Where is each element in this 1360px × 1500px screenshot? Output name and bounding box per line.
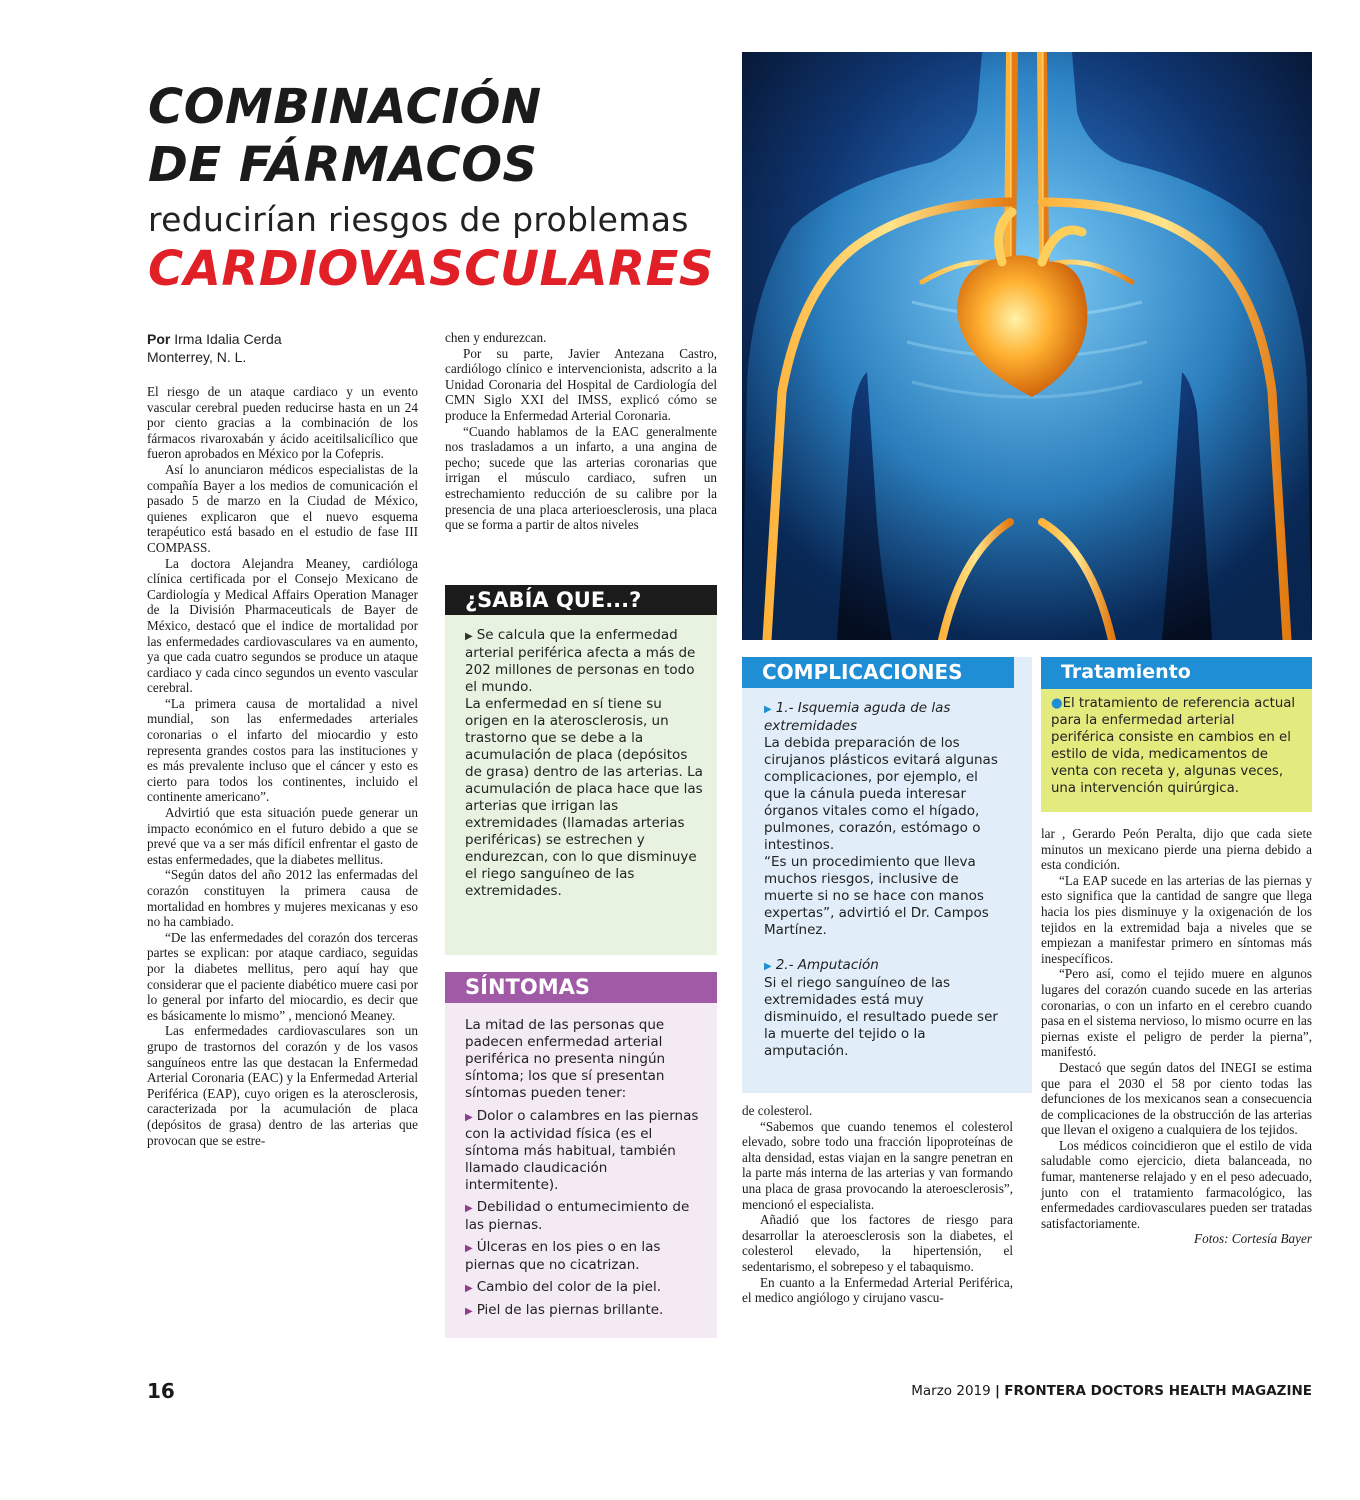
complicaciones-paragraph: “Es un procedimiento que lleva muchos riesgos, inclusive de muerte si no se hace con manos expertas”, advirtió el Dr. Campos Martínez. [764,854,989,938]
paragraph: Por su parte, Javier Antezana Castro, cardiólogo clínico e intervencionista, adscrito a la Unidad Coronaria del Hospital de Cardiología del CMN Siglo XXI del IMSS, explicó cómo se produce la Enfermedad Arterial Coronaria. [445,345,717,423]
paragraph: Las enfermedades cardiovasculares son un grupo de trastornos del corazón y de los vasos sanguíneos entre las que destacan la Enfermedad Arterial Coronaria (EAC) y la Enfermedad Arterial Periférica (EAP), cuyo origen es la aterosclerosis, caracterizada por la acumulación de placa (depósitos de grasa) dentro de las arterias que provocan que se estre- [147,1023,418,1148]
complicaciones-box [742,657,1032,1093]
paragraph: Así lo anunciaron médicos especialistas de la compañía Bayer a los medios de comunicación el pasado 5 de marzo en la Ciudad de México, quienes explicaron que el nuevo esquema terapéutico está basado en el estudio de fase III COMPASS. [147,461,418,555]
sintomas-box [445,972,717,1338]
paragraph: “Sabemos que cuando tenemos el colesterol elevado, sobre todo una fracción lipoproteínas de alta densidad, estas viajan en la sangre penetran en la parte más interna de las arterias y van formando una placa de grasa provocando la ateroesclerosis”, mencionó el especialista. [742,1118,1013,1212]
paragraph: La doctora Alejandra Meaney, cardióloga clínica certificada por el Consejo Mexicano de Cardiología y Medical Affairs Operation Manager de la División Pharmaceuticals de Bayer de México, destacó que el indice de mortalidad por las enfermedades cardiovasculares va en aumento, ya que cada cuatro segundos se produce un ataque cardiaco y cada cinco segundos un evento vascular cerebral. [147,555,418,696]
triangle-bullet-icon: ▶ [465,631,473,642]
sintomas-item: ▶ Debilidad o entumecimiento de las piernas. [465,1199,690,1233]
sabia-que-title: ¿SABÍA QUE...? [445,585,717,615]
complicaciones-title: COMPLICACIONES [742,657,1014,688]
complicaciones-paragraph: Si el riego sanguíneo de las extremidades está muy disminuido, el resultado puede ser la muerte del tejido o la amputación. [764,975,998,1059]
paragraph: Los médicos coincidieron que el estilo de vida saludable como ejercicio, dieta balanceada, no fumar, mantenerse relajado y en el peso adecuado, junto con el tratamiento farmacológico, las enfermedades cardiovasculares pueden ser tratadas satisfactoriamente. [1041,1137,1312,1231]
heart-anatomy-icon [742,52,1312,640]
byline-por: Por [147,331,171,347]
headline-line-4: CARDIOVASCULARES [148,241,714,297]
article-column-2 [445,330,717,533]
triangle-bullet-icon: ▶ [465,1243,473,1254]
headline-line-1: COMBINACIÓN [148,79,542,135]
sintomas-item: ▶ Dolor o calambres en las piernas con la actividad física (es el síntoma más habitual, también llamado claudicación intermitente). [465,1108,699,1193]
paragraph: lar , Gerardo Peón Peralta, dijo que cada siete minutos un mexicano pierde una pierna debido a esta condición. [1041,826,1312,873]
complicaciones-paragraph: La debida preparación de los cirujanos plásticos evitará algunas complicaciones, por ejemplo, el que la cánula pueda interesar órganos vitales como el hígado, pulmones, corazón, estómago o intestinos. [764,735,998,853]
paragraph: chen y endurezcan. [445,330,547,345]
triangle-bullet-icon: ▶ [465,1112,473,1123]
sabia-que-paragraph-2: La enfermedad en sí tiene su origen en la aterosclerosis, un trastorno que se debe a la acumulación de placa (depósitos de grasa) dentro de las arterias. La acumulación de placa hace que las arterias que irrigan las extremidades (llamadas arterias periféricas) se estrechen y endurezcan, con lo que disminuye el riego sanguíneo de las extremidades. [465,696,703,899]
paragraph: Destacó que según datos del INEGI se estima que para el 2030 el 58 por ciento todas las defunciones de los mexicanos sean a consecuencia de complicaciones de la obstrucción de las arterias que llevan el oxigeno a cualquiera de los tejidos. [1041,1059,1312,1138]
article-column-3 [742,1103,1013,1306]
tratamiento-text: ●El tratamiento de referencia actual para la enfermedad arterial periférica consiste en cambios en el estilo de vida, medicamentos de venta con receta y, algunas veces, una intervención quirúrgica. [1051,696,1296,796]
footer-date: Marzo 2019 [911,1383,991,1399]
headline-subtitle: reducirían riesgos de problemas [148,200,689,239]
paragraph: Advirtió que esta situación puede generar un impacto económico en el futuro debido a que se prevé que va a ser más difícil enfrentar el gasto de estas enfermedades, que la diabetes mellitus. [147,805,418,867]
bullet-dot-icon: ● [1051,696,1063,711]
byline-place: Monterrey, N. L. [147,349,247,365]
tratamiento-box [1041,657,1312,812]
triangle-bullet-icon: ▶ [764,961,772,972]
byline [147,330,417,366]
paragraph: de colesterol. [742,1103,813,1118]
triangle-bullet-icon: ▶ [764,704,772,715]
sintomas-item: ▶ Piel de las piernas brillante. [465,1302,664,1318]
article-column-1 [147,384,418,1148]
sintomas-item: ▶ Úlceras en los pies o en las piernas que no cicatrizan. [465,1239,661,1273]
footer-separator: | [995,1383,1000,1399]
page-number: 16 [147,1379,175,1403]
sintomas-title: SÍNTOMAS [445,972,717,1003]
paragraph: “La EAP sucede en las arterias de las piernas y esto significa que la cantidad de sangre que llega hacia los pies disminuye y la oxigenación de los tejidos en la extremidad baja a niveles que se empiezan a manifestar primero en síntomas más inespecíficos. [1041,872,1312,966]
sintomas-intro: La mitad de las personas que padecen enfermedad arterial periférica no presenta ningún síntoma; los que sí presentan síntomas pueden tener: [465,1017,666,1101]
paragraph: Añadió que los factores de riesgo para desarrollar la ateroesclerosis son la diabetes, el colesterol elevado, la hipertensión, el sedentarismo, el sobrepeso y el tabaquismo. [742,1212,1013,1274]
paragraph: “Según datos del año 2012 las enfermadas del corazón constituyen la primera causa de mortalidad en hombres y mujeres mexicanas y eso no ha cambiado. [147,867,418,930]
paragraph: “Cuando hablamos de la EAC generalmente nos trasladamos a un infarto, a una angina de pecho; sucede que las arterias coronarias que irrigan el músculo cardiaco, sufren un estrechamiento reducción de su calibre por la presencia de una placa arterioesclerosis, una placa que se forma a partir de altos niveles [445,423,717,533]
tratamiento-title: Tratamiento [1041,657,1312,689]
paragraph: “Pero así, como el tejido muere en algunos lugares del corazón cuando sucede en las arterias coronarias, o con un infarto en el cerebro cuando pasa en el sistema nervioso, lo mismo ocurre en las piernas existe el peligro de perder la pierna”, manifestó. [1041,966,1312,1060]
sabia-que-box [445,585,717,955]
paragraph: En cuanto a la Enfermedad Arterial Periférica, el medico angiólogo y cirujano vascu- [742,1274,1013,1306]
paragraph: “La primera causa de mortalidad a nivel mundial, son las enfermedades arteriales coronarias o el infarto del miocardio y esto representa grandes costos para las instituciones y es más prevalente incluso que el cáncer y esto es cierto para todos los continentes, incluido el continente americano”. [147,695,418,805]
complicaciones-heading-2: ▶ 2.- Amputación [764,957,879,973]
paragraph: El riesgo de un ataque cardiaco y un evento vascular cerebral pueden reducirse hasta en un 24 por ciento gracias a la combinación de los fármacos rivaroxabán y ácido aceitilsalicílico que fueron aprobados en México por la Cofepris. [147,384,418,462]
sabia-que-paragraph-1: ▶ Se calcula que la enfermedad arterial periférica afecta a más de 202 millones de personas en todo el mundo. [465,627,696,695]
paragraph: “De las enfermedades del corazón dos terceras partes se explican: por ataque cardiaco, seguidas por la diabetes mellitus, pero aquí hay que considerar que el paciente diabético muere casi por lo general por infarto del miocardio, es decir que es básicamente lo mismo” , mencionó Meaney. [147,929,418,1023]
footer-publication [911,1383,1312,1399]
sintomas-item: ▶ Cambio del color de la piel. [465,1279,662,1295]
photo-credit: Fotos: Cortesía Bayer [1194,1231,1312,1247]
headline [148,78,738,298]
triangle-bullet-icon: ▶ [465,1283,473,1294]
triangle-bullet-icon: ▶ [465,1306,473,1317]
cardiovascular-illustration [742,52,1312,640]
complicaciones-heading-1: ▶ 1.- Isquemia aguda de las extremidades [764,700,951,734]
article-column-4 [1041,826,1312,1247]
headline-line-2: DE FÁRMACOS [148,137,538,193]
footer-magazine: FRONTERA DOCTORS HEALTH MAGAZINE [1004,1383,1312,1399]
triangle-bullet-icon: ▶ [465,1203,473,1214]
byline-author: Irma Idalia Cerda [174,331,282,347]
